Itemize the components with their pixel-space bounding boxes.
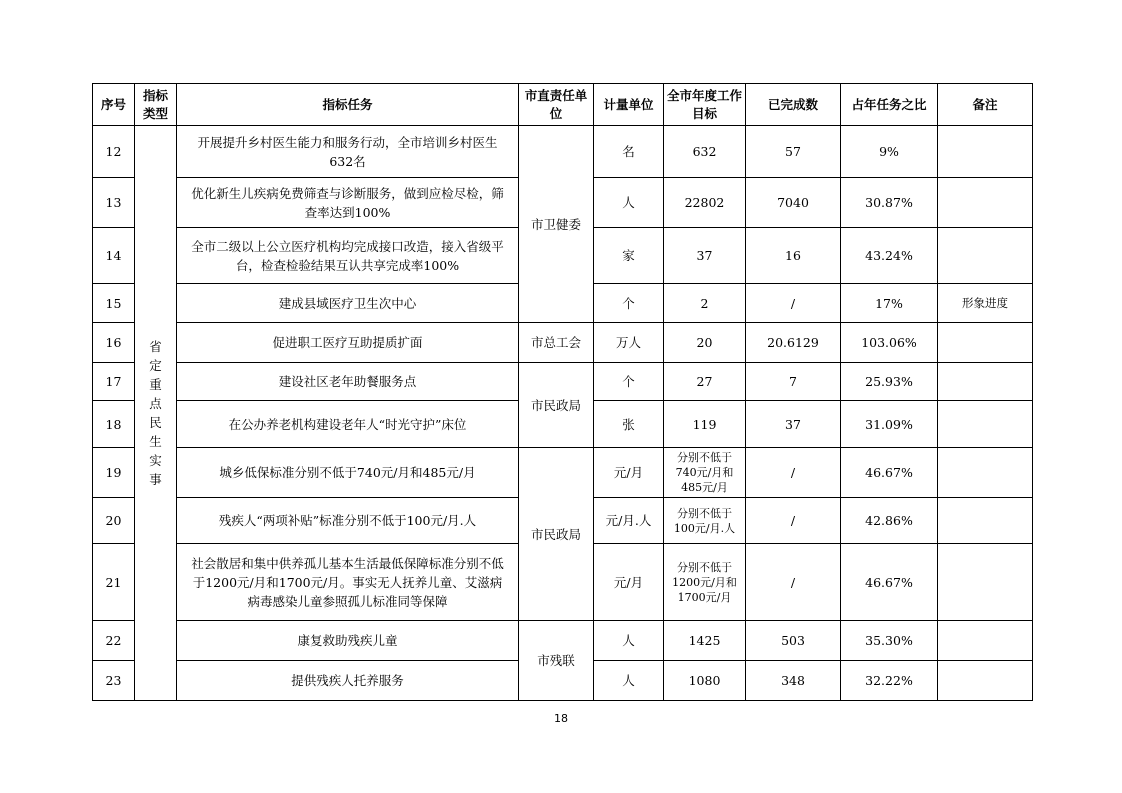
- row-remark: [938, 323, 1033, 363]
- row-task: 开展提升乡村医生能力和服务行动，全市培训乡村医生632名: [177, 126, 519, 178]
- row-done: 57: [746, 126, 841, 178]
- header-task: 指标任务: [177, 84, 519, 126]
- row-target: 1080: [664, 661, 746, 701]
- row-remark: [938, 621, 1033, 661]
- row-task: 建设社区老年助餐服务点: [177, 363, 519, 401]
- row-unit: 元/月: [594, 544, 664, 621]
- row-task: 社会散居和集中供养孤儿基本生活最低保障标准分别不低于1200元/月和1700元/月。事实无人抚养儿童、艾滋病病毒感染儿童参照孤儿标准同等保障: [177, 544, 519, 621]
- dept-cell: 市卫健委: [519, 126, 594, 323]
- row-task: 全市二级以上公立医疗机构均完成接口改造，接入省级平台，检查检验结果互认共享完成率100%: [177, 228, 519, 284]
- row-no: 13: [93, 178, 135, 228]
- row-unit: 家: [594, 228, 664, 284]
- row-ratio: 35.30%: [841, 621, 938, 661]
- table-row: [93, 126, 1033, 178]
- row-done: 7040: [746, 178, 841, 228]
- row-remark: [938, 448, 1033, 498]
- row-target: 分别不低于740元/月和485元/月: [664, 448, 746, 498]
- row-remark: [938, 363, 1033, 401]
- row-done: 16: [746, 228, 841, 284]
- header-unit: 计量单位: [594, 84, 664, 126]
- row-unit: 人: [594, 621, 664, 661]
- row-task: 康复救助残疾儿童: [177, 621, 519, 661]
- row-target: 27: [664, 363, 746, 401]
- row-task: 促进职工医疗互助提质扩面: [177, 323, 519, 363]
- row-task: 在公办养老机构建设老年人“时光守护”床位: [177, 401, 519, 448]
- row-no: 20: [93, 498, 135, 544]
- header-dept: 市直责任单位: [519, 84, 594, 126]
- row-ratio: 43.24%: [841, 228, 938, 284]
- row-target: 119: [664, 401, 746, 448]
- row-done: /: [746, 498, 841, 544]
- row-remark: 形象进度: [938, 284, 1033, 323]
- table-row: [93, 621, 1033, 661]
- header-remark: 备注: [938, 84, 1033, 126]
- row-task: 残疾人“两项补贴”标准分别不低于100元/月.人: [177, 498, 519, 544]
- dept-cell: 市总工会: [519, 323, 594, 363]
- table-row: [93, 363, 1033, 401]
- row-done: 37: [746, 401, 841, 448]
- row-ratio: 25.93%: [841, 363, 938, 401]
- row-ratio: 9%: [841, 126, 938, 178]
- header-no: 序号: [93, 84, 135, 126]
- row-no: 12: [93, 126, 135, 178]
- header-row: [93, 84, 1033, 126]
- row-target: 632: [664, 126, 746, 178]
- row-ratio: 32.22%: [841, 661, 938, 701]
- row-target: 20: [664, 323, 746, 363]
- row-unit: 人: [594, 178, 664, 228]
- row-target: 22802: [664, 178, 746, 228]
- row-remark: [938, 126, 1033, 178]
- row-target: 37: [664, 228, 746, 284]
- row-unit: 元/月: [594, 448, 664, 498]
- row-no: 15: [93, 284, 135, 323]
- row-done: 20.6129: [746, 323, 841, 363]
- row-task: 优化新生儿疾病免费筛查与诊断服务，做到应检尽检，筛查率达到100%: [177, 178, 519, 228]
- row-task: 城乡低保标准分别不低于740元/月和485元/月: [177, 448, 519, 498]
- row-unit: 名: [594, 126, 664, 178]
- dept-cell: 市民政局: [519, 363, 594, 448]
- row-no: 17: [93, 363, 135, 401]
- row-done: /: [746, 448, 841, 498]
- row-done: 348: [746, 661, 841, 701]
- row-no: 18: [93, 401, 135, 448]
- header-ratio: 占年任务之比: [841, 84, 938, 126]
- row-remark: [938, 498, 1033, 544]
- task-table: [92, 83, 1033, 701]
- dept-cell: 市民政局: [519, 448, 594, 621]
- category-cell: 省定重点民生实事: [135, 126, 177, 701]
- row-no: 14: [93, 228, 135, 284]
- row-target: 分别不低于1200元/月和1700元/月: [664, 544, 746, 621]
- row-no: 21: [93, 544, 135, 621]
- row-no: 22: [93, 621, 135, 661]
- row-ratio: 31.09%: [841, 401, 938, 448]
- row-remark: [938, 178, 1033, 228]
- row-unit: 张: [594, 401, 664, 448]
- row-ratio: 30.87%: [841, 178, 938, 228]
- page-number: 18: [554, 712, 568, 725]
- row-done: /: [746, 284, 841, 323]
- table-row: [93, 448, 1033, 498]
- header-done: 已完成数: [746, 84, 841, 126]
- row-target: 2: [664, 284, 746, 323]
- row-ratio: 46.67%: [841, 544, 938, 621]
- row-remark: [938, 544, 1033, 621]
- dept-cell: 市残联: [519, 621, 594, 701]
- row-unit: 元/月.人: [594, 498, 664, 544]
- row-no: 16: [93, 323, 135, 363]
- row-no: 23: [93, 661, 135, 701]
- row-done: 503: [746, 621, 841, 661]
- row-task: 提供残疾人托养服务: [177, 661, 519, 701]
- row-remark: [938, 228, 1033, 284]
- report-sheet: [92, 83, 1032, 701]
- row-ratio: 17%: [841, 284, 938, 323]
- row-ratio: 46.67%: [841, 448, 938, 498]
- row-done: /: [746, 544, 841, 621]
- row-target: 1425: [664, 621, 746, 661]
- row-unit: 人: [594, 661, 664, 701]
- row-task: 建成县域医疗卫生次中心: [177, 284, 519, 323]
- row-target: 分别不低于100元/月.人: [664, 498, 746, 544]
- row-ratio: 42.86%: [841, 498, 938, 544]
- row-remark: [938, 401, 1033, 448]
- table-row: [93, 323, 1033, 363]
- row-remark: [938, 661, 1033, 701]
- row-unit: 个: [594, 363, 664, 401]
- header-target: 全市年度工作目标: [664, 84, 746, 126]
- row-ratio: 103.06%: [841, 323, 938, 363]
- row-done: 7: [746, 363, 841, 401]
- row-unit: 万人: [594, 323, 664, 363]
- row-unit: 个: [594, 284, 664, 323]
- header-type: 指标类型: [135, 84, 177, 126]
- row-no: 19: [93, 448, 135, 498]
